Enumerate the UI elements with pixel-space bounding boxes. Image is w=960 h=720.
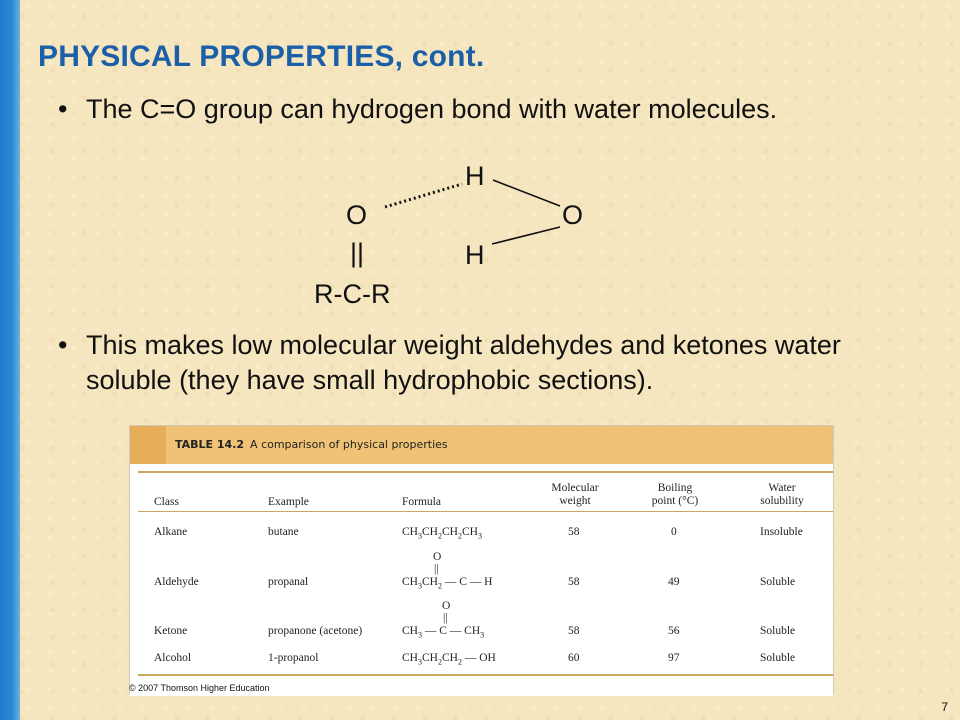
row-aldehyde-formula: $CH_3CH_2$ — C — H bbox=[402, 576, 493, 591]
row-alkane-class: Alkane bbox=[154, 526, 188, 538]
copyright-notice: © 2007 Thomson Higher Education bbox=[129, 683, 270, 693]
water-oxygen: O bbox=[562, 200, 584, 230]
header-formula: Formula bbox=[402, 496, 441, 508]
row-ketone-formula: $CH_3$ — C — $CH_3$ bbox=[402, 625, 485, 640]
hydrogen-bond-dots bbox=[385, 184, 462, 207]
row-aldehyde-class: Aldehyde bbox=[154, 576, 199, 588]
row-alcohol-bp: 97 bbox=[668, 652, 680, 664]
header-example: Example bbox=[268, 496, 309, 508]
row-aldehyde-example: propanal bbox=[268, 576, 309, 588]
carbonyl-backbone: R-C-R bbox=[314, 279, 391, 309]
header-ws-line1: Water bbox=[768, 482, 796, 494]
bullet-dot: • bbox=[58, 330, 68, 360]
row-alcohol-solubility: Soluble bbox=[760, 652, 796, 664]
row-alcohol-example: 1-propanol bbox=[268, 652, 319, 664]
properties-table bbox=[130, 464, 833, 696]
row-ketone-solubility: Soluble bbox=[760, 625, 796, 637]
header-class: Class bbox=[154, 496, 179, 508]
left-accent-bar bbox=[0, 0, 20, 720]
row-ketone-formula-o: O bbox=[442, 600, 451, 612]
row-alcohol-mw: 60 bbox=[568, 652, 580, 664]
caption-tab bbox=[130, 426, 166, 464]
row-alcohol-class: Alcohol bbox=[154, 652, 192, 664]
carbonyl-oxygen: O bbox=[346, 200, 368, 230]
header-bp-line2: point (°C) bbox=[651, 495, 699, 507]
row-alkane-bp: 0 bbox=[671, 526, 677, 538]
row-ketone-class: Ketone bbox=[154, 625, 188, 637]
row-alkane-example: butane bbox=[268, 526, 299, 538]
bullet-1 bbox=[58, 92, 918, 127]
water-bond-bottom bbox=[492, 227, 560, 244]
water-bond-top bbox=[493, 180, 560, 206]
header-molecular-weight bbox=[540, 482, 610, 508]
header-ws-line2: solubility bbox=[760, 495, 804, 507]
table-header-rule bbox=[138, 511, 833, 512]
row-alkane-mw: 58 bbox=[568, 526, 580, 538]
bullet-1-text: The C=O group can hydrogen bond with water molecules. bbox=[86, 94, 778, 124]
header-water-solubility bbox=[742, 482, 822, 508]
row-aldehyde-solubility: Soluble bbox=[760, 576, 796, 588]
page-number: 7 bbox=[941, 700, 948, 714]
row-alkane-solubility: Insoluble bbox=[760, 526, 803, 538]
bullet-2 bbox=[58, 328, 918, 398]
row-ketone-example: propanone (acetone) bbox=[268, 625, 363, 637]
double-bond: || bbox=[350, 238, 365, 268]
table-label: TABLE 14.2 bbox=[175, 438, 245, 451]
table-top-rule bbox=[138, 471, 833, 473]
table-bottom-rule bbox=[138, 674, 833, 676]
row-aldehyde-formula-o: O bbox=[433, 551, 442, 563]
bullet-dot: • bbox=[58, 94, 68, 124]
header-boiling-point bbox=[635, 482, 715, 508]
water-hydrogen-bottom: H bbox=[465, 240, 485, 270]
table-caption-text: A comparison of physical properties bbox=[250, 438, 448, 451]
row-aldehyde-mw: 58 bbox=[568, 576, 580, 588]
header-mw-line1: Molecular bbox=[551, 482, 599, 494]
properties-table-figure bbox=[129, 425, 834, 694]
row-alcohol-formula: $CH_3CH_2CH_2$ — OH bbox=[402, 652, 496, 667]
bullet-2-text: This makes low molecular weight aldehydes and ketones water soluble (they have small hydrophobic sections). bbox=[86, 330, 841, 395]
header-bp-line1: Boiling bbox=[657, 482, 693, 494]
row-aldehyde-formula-bond: || bbox=[434, 563, 439, 575]
row-ketone-formula-bond: || bbox=[443, 612, 448, 624]
table-caption-bar bbox=[130, 426, 833, 464]
row-ketone-bp: 56 bbox=[668, 625, 680, 637]
row-alkane-formula: $CH_3CH_2CH_2CH_3$ bbox=[402, 526, 482, 541]
slide-title: PHYSICAL PROPERTIES, cont. bbox=[38, 40, 485, 73]
water-hydrogen-top: H bbox=[465, 161, 485, 191]
row-aldehyde-bp: 49 bbox=[668, 576, 680, 588]
table-caption bbox=[175, 438, 448, 451]
row-ketone-mw: 58 bbox=[568, 625, 580, 637]
header-mw-line2: weight bbox=[559, 495, 591, 507]
